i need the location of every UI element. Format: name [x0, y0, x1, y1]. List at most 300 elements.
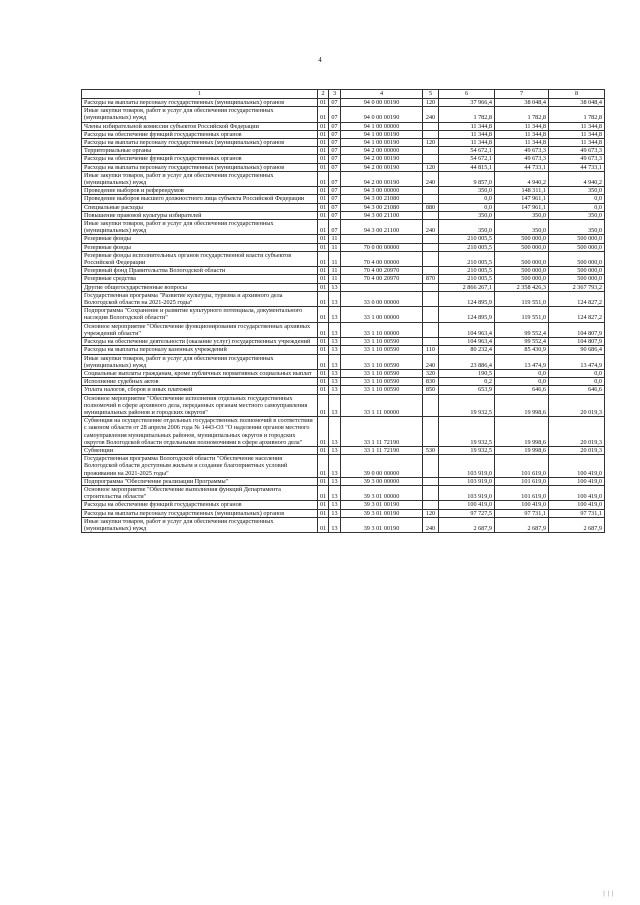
cell-v3: 0,0	[549, 378, 605, 386]
cell-rz: 01	[318, 307, 329, 322]
cell-name: Основное мероприятие "Обеспечение исполнения отдельных государственных полномочий в сфере архивного дела, переданных органам местного самоуправления муниципальных районов и городских округов"	[82, 394, 318, 417]
footer-mark: |||	[603, 891, 616, 897]
cell-name: Основное мероприятие "Обеспечение функционирования государственных архивных учреждений области"	[82, 322, 318, 337]
cell-v3: 124 827,2	[549, 307, 605, 322]
cell-vr	[423, 477, 439, 485]
cell-csr: 94 3 00 21080	[341, 203, 423, 211]
cell-vr	[423, 251, 439, 266]
cell-csr: 94 1 00 00190	[341, 139, 423, 147]
cell-pr: 07	[329, 203, 341, 211]
cell-v2: 148 311,1	[495, 187, 549, 195]
cell-v2: 119 551,0	[495, 291, 549, 306]
table-row	[82, 220, 605, 235]
cell-v1: 19 932,5	[439, 417, 495, 447]
cell-v1: 80 232,4	[439, 346, 495, 354]
cell-v2: 500 000,0	[495, 275, 549, 283]
cell-v2: 100 419,0	[495, 501, 549, 509]
header-cell: 7	[495, 90, 549, 99]
table-row	[82, 307, 605, 322]
cell-vr	[423, 235, 439, 243]
cell-rz: 01	[318, 455, 329, 478]
cell-pr: 13	[329, 446, 341, 454]
cell-v2: 38 048,4	[495, 99, 549, 107]
cell-v1: 124 895,9	[439, 307, 495, 322]
cell-v3: 124 827,2	[549, 291, 605, 306]
cell-v3: 500 000,0	[549, 251, 605, 266]
cell-csr: 94 1 00 00190	[341, 130, 423, 138]
cell-name: Субвенции	[82, 446, 318, 454]
cell-name: Резервный фонд Правительства Вологодской области	[82, 267, 318, 275]
cell-v3: 1 782,8	[549, 107, 605, 122]
table-row	[82, 130, 605, 138]
cell-v1: 9 857,0	[439, 171, 495, 186]
cell-v3: 49 673,3	[549, 147, 605, 155]
cell-v2: 19 998,6	[495, 417, 549, 447]
cell-v3: 500 000,0	[549, 235, 605, 243]
cell-vr: 240	[423, 354, 439, 369]
table-row	[82, 243, 605, 251]
cell-vr	[423, 394, 439, 417]
cell-rz: 01	[318, 267, 329, 275]
cell-name: Государственная программа "Развитие культуры, туризма и архивного дела Вологодской области на 2021-2025 годы"	[82, 291, 318, 306]
cell-pr: 13	[329, 354, 341, 369]
cell-name: Иные закупки товаров, работ и услуг для обеспечения государственных (муниципальных) нужд	[82, 171, 318, 186]
cell-rz: 01	[318, 322, 329, 337]
cell-v1: 54 672,1	[439, 147, 495, 155]
table-row	[82, 251, 605, 266]
cell-vr: 850	[423, 386, 439, 394]
cell-vr	[423, 211, 439, 219]
table-row	[82, 354, 605, 369]
cell-v1: 11 344,8	[439, 130, 495, 138]
cell-csr: 94 0 00 00190	[341, 99, 423, 107]
table-row	[82, 417, 605, 447]
cell-pr: 13	[329, 346, 341, 354]
cell-v1: 210 005,5	[439, 267, 495, 275]
cell-csr: 39 3 00 00000	[341, 477, 423, 485]
cell-csr: 33 1 11 00000	[341, 394, 423, 417]
cell-v3: 11 344,8	[549, 139, 605, 147]
cell-vr: 830	[423, 378, 439, 386]
cell-v2: 147 961,1	[495, 203, 549, 211]
cell-name: Расходы на обеспечение деятельности (оказание услуг) государственных учреждений	[82, 338, 318, 346]
cell-v2: 500 000,0	[495, 243, 549, 251]
cell-pr: 13	[329, 291, 341, 306]
cell-v2: 11 344,8	[495, 122, 549, 130]
cell-rz: 01	[318, 203, 329, 211]
cell-vr: 120	[423, 139, 439, 147]
cell-vr	[423, 187, 439, 195]
cell-name: Расходы на обеспечение функций государственных органов	[82, 155, 318, 163]
cell-pr: 07	[329, 122, 341, 130]
cell-v1: 103 919,0	[439, 485, 495, 500]
table-row	[82, 485, 605, 500]
cell-rz: 01	[318, 139, 329, 147]
table-row	[82, 267, 605, 275]
cell-vr	[423, 243, 439, 251]
cell-csr: 33 1 10 00590	[341, 369, 423, 377]
cell-v1: 0,0	[439, 203, 495, 211]
table-row	[82, 378, 605, 386]
cell-csr: 94 2 00 00190	[341, 163, 423, 171]
cell-v1: 54 672,1	[439, 155, 495, 163]
cell-csr: 94 2 00 00190	[341, 171, 423, 186]
cell-name: Расходы на выплаты персоналу государственных (муниципальных) органов	[82, 99, 318, 107]
cell-pr: 13	[329, 485, 341, 500]
header-cell: 5	[423, 90, 439, 99]
cell-v3: 13 474,9	[549, 354, 605, 369]
cell-v3: 0,0	[549, 369, 605, 377]
cell-v2: 99 552,4	[495, 338, 549, 346]
cell-v2: 119 551,0	[495, 307, 549, 322]
cell-csr: 39 3 01 00190	[341, 501, 423, 509]
cell-v1: 0,2	[439, 378, 495, 386]
cell-v3: 350,0	[549, 187, 605, 195]
cell-name: Социальные выплаты гражданам, кроме публичных нормативных социальных выплат	[82, 369, 318, 377]
cell-name: Проведение выборов высшего должностного лица субъекта Российской Федерации	[82, 195, 318, 203]
cell-v3: 4 940,2	[549, 171, 605, 186]
cell-name: Проведение выборов и референдумов	[82, 187, 318, 195]
cell-v3: 500 000,0	[549, 243, 605, 251]
cell-rz: 01	[318, 369, 329, 377]
cell-rz: 01	[318, 163, 329, 171]
cell-name: Иные закупки товаров, работ и услуг для обеспечения государственных (муниципальных) нужд	[82, 354, 318, 369]
cell-rz: 01	[318, 107, 329, 122]
cell-vr	[423, 338, 439, 346]
cell-v1: 124 895,9	[439, 291, 495, 306]
cell-name: Основное мероприятие "Обеспечение выполнения функций Департамента строительства области"	[82, 485, 318, 500]
cell-vr: 870	[423, 275, 439, 283]
cell-v2: 99 552,4	[495, 322, 549, 337]
cell-rz: 01	[318, 501, 329, 509]
cell-vr: 240	[423, 220, 439, 235]
cell-v2: 13 474,9	[495, 354, 549, 369]
cell-pr: 07	[329, 220, 341, 235]
table-row	[82, 99, 605, 107]
cell-rz: 01	[318, 122, 329, 130]
cell-rz: 01	[318, 155, 329, 163]
cell-rz: 01	[318, 485, 329, 500]
cell-vr	[423, 283, 439, 291]
cell-pr: 13	[329, 322, 341, 337]
page-number: 4	[318, 56, 322, 64]
cell-v1: 97 727,5	[439, 509, 495, 517]
cell-v3: 100 419,0	[549, 501, 605, 509]
cell-pr: 07	[329, 107, 341, 122]
cell-name: Уплата налогов, сборов и иных платежей	[82, 386, 318, 394]
table-row	[82, 346, 605, 354]
cell-v1: 104 963,4	[439, 338, 495, 346]
cell-v2: 44 733,1	[495, 163, 549, 171]
cell-rz: 01	[318, 346, 329, 354]
cell-rz: 01	[318, 509, 329, 517]
cell-vr	[423, 130, 439, 138]
cell-rz: 01	[318, 477, 329, 485]
cell-csr: 33 1 10 00590	[341, 386, 423, 394]
cell-v3: 97 731,1	[549, 509, 605, 517]
table-row	[82, 195, 605, 203]
cell-v1: 100 419,0	[439, 501, 495, 509]
cell-csr: 33 1 00 00000	[341, 307, 423, 322]
cell-vr	[423, 122, 439, 130]
cell-csr: 33 1 11 72190	[341, 417, 423, 447]
cell-rz: 01	[318, 187, 329, 195]
cell-v2: 19 998,6	[495, 446, 549, 454]
table-row	[82, 171, 605, 186]
cell-v2: 97 731,1	[495, 509, 549, 517]
cell-pr: 07	[329, 171, 341, 186]
cell-v3: 20 019,3	[549, 394, 605, 417]
cell-rz: 01	[318, 147, 329, 155]
cell-vr	[423, 501, 439, 509]
cell-vr	[423, 455, 439, 478]
cell-v3: 100 419,0	[549, 485, 605, 500]
cell-v2: 0,0	[495, 378, 549, 386]
cell-vr	[423, 155, 439, 163]
cell-v2: 49 673,3	[495, 155, 549, 163]
cell-v2: 19 998,6	[495, 394, 549, 417]
cell-csr: 33 1 10 00000	[341, 322, 423, 337]
cell-csr	[341, 235, 423, 243]
cell-v3: 104 807,9	[549, 338, 605, 346]
table-row	[82, 139, 605, 147]
table-row	[82, 187, 605, 195]
cell-csr: 33 1 10 00590	[341, 354, 423, 369]
cell-pr: 13	[329, 517, 341, 532]
cell-v2: 2 358 426,3	[495, 283, 549, 291]
header-cell: 3	[329, 90, 341, 99]
table-row	[82, 275, 605, 283]
cell-pr: 13	[329, 386, 341, 394]
cell-csr: 94 3 00 21080	[341, 195, 423, 203]
cell-rz: 01	[318, 338, 329, 346]
cell-name: Расходы на выплаты персоналу государственных (муниципальных) органов	[82, 509, 318, 517]
cell-pr: 07	[329, 187, 341, 195]
cell-name: Субвенция на осуществление отдельных государственных полномочий в соответствии с законом области от 28 апреля 2006 года № 1443-ОЗ "О наделении органов местного самоуправления муниципальных районов, муниципальных округов и городских округов Вологодской области отдельными полномочиями в сфере архивного дела"	[82, 417, 318, 447]
cell-pr: 13	[329, 477, 341, 485]
cell-v1: 103 919,0	[439, 477, 495, 485]
cell-rz: 01	[318, 275, 329, 283]
table-row	[82, 211, 605, 219]
cell-pr: 13	[329, 307, 341, 322]
cell-csr: 94 2 00 00190	[341, 155, 423, 163]
cell-v3: 11 344,8	[549, 122, 605, 130]
table-row	[82, 163, 605, 171]
cell-rz: 01	[318, 235, 329, 243]
cell-pr: 07	[329, 139, 341, 147]
table-row	[82, 283, 605, 291]
cell-csr: 33 1 10 00590	[341, 338, 423, 346]
cell-v3: 646,6	[549, 386, 605, 394]
cell-v3: 0,0	[549, 203, 605, 211]
cell-name: Иные закупки товаров, работ и услуг для обеспечения государственных (муниципальных) нужд	[82, 517, 318, 532]
cell-rz: 01	[318, 130, 329, 138]
cell-v2: 500 000,0	[495, 235, 549, 243]
cell-v1: 44 815,1	[439, 163, 495, 171]
cell-v2: 49 673,3	[495, 147, 549, 155]
cell-vr	[423, 485, 439, 500]
cell-v2: 0,0	[495, 369, 549, 377]
cell-v2: 11 344,8	[495, 130, 549, 138]
cell-v3: 20 019,3	[549, 446, 605, 454]
cell-csr: 70 4 00 00000	[341, 251, 423, 266]
cell-v1: 11 344,8	[439, 139, 495, 147]
cell-name: Государственная программа Вологодской области "Обеспечение населения Вологодской области доступным жильем и создание благоприятных условий проживания на 2021-2025 годы"	[82, 455, 318, 478]
table-row	[82, 235, 605, 243]
cell-rz: 01	[318, 211, 329, 219]
cell-name: Расходы на выплаты персоналу казенных учреждений	[82, 346, 318, 354]
cell-rz: 01	[318, 417, 329, 447]
cell-v3: 2 687,9	[549, 517, 605, 532]
cell-vr: 120	[423, 163, 439, 171]
cell-v3: 44 733,1	[549, 163, 605, 171]
cell-v3: 11 344,8	[549, 130, 605, 138]
cell-rz: 01	[318, 446, 329, 454]
table-row	[82, 517, 605, 532]
cell-v2: 350,0	[495, 211, 549, 219]
cell-name: Резервные фонды	[82, 243, 318, 251]
cell-vr	[423, 322, 439, 337]
cell-pr: 07	[329, 163, 341, 171]
cell-rz: 01	[318, 354, 329, 369]
header-cell: 2	[318, 90, 329, 99]
cell-v3: 500 000,0	[549, 267, 605, 275]
cell-v1: 350,0	[439, 220, 495, 235]
cell-name: Расходы на выплаты персоналу государственных (муниципальных) органов	[82, 163, 318, 171]
cell-rz: 01	[318, 394, 329, 417]
cell-pr: 13	[329, 283, 341, 291]
cell-pr: 11	[329, 251, 341, 266]
cell-v3: 100 419,0	[549, 477, 605, 485]
cell-csr: 94 3 00 21100	[341, 211, 423, 219]
cell-v3: 104 807,9	[549, 322, 605, 337]
cell-vr	[423, 307, 439, 322]
cell-pr: 07	[329, 99, 341, 107]
table-row	[82, 386, 605, 394]
cell-pr: 13	[329, 394, 341, 417]
header-cell: 4	[341, 90, 423, 99]
cell-pr: 13	[329, 369, 341, 377]
cell-v2: 350,0	[495, 220, 549, 235]
cell-v3: 350,0	[549, 211, 605, 219]
cell-pr: 07	[329, 211, 341, 219]
cell-csr: 94 2 00 00000	[341, 147, 423, 155]
cell-csr: 70 4 00 20970	[341, 267, 423, 275]
cell-rz: 01	[318, 171, 329, 186]
cell-csr: 33 1 11 72190	[341, 446, 423, 454]
cell-v1: 210 005,5	[439, 275, 495, 283]
cell-rz: 01	[318, 386, 329, 394]
cell-pr: 07	[329, 155, 341, 163]
table-row	[82, 338, 605, 346]
cell-name: Расходы на обеспечение функций государственных органов	[82, 130, 318, 138]
cell-rz: 01	[318, 243, 329, 251]
cell-v1: 19 932,5	[439, 446, 495, 454]
table-row	[82, 455, 605, 478]
cell-vr: 240	[423, 517, 439, 532]
cell-name: Подпрограмма "Обеспечение реализации Программы"	[82, 477, 318, 485]
cell-v3: 100 419,0	[549, 455, 605, 478]
cell-vr	[423, 291, 439, 306]
cell-rz: 01	[318, 378, 329, 386]
cell-vr	[423, 417, 439, 447]
cell-rz: 01	[318, 251, 329, 266]
cell-pr: 13	[329, 509, 341, 517]
cell-rz: 01	[318, 195, 329, 203]
cell-vr: 120	[423, 99, 439, 107]
cell-v3: 90 686,4	[549, 346, 605, 354]
cell-v3: 49 673,3	[549, 155, 605, 163]
cell-csr: 39 3 01 00190	[341, 517, 423, 532]
cell-v2: 85 430,9	[495, 346, 549, 354]
cell-v2: 500 000,0	[495, 267, 549, 275]
table-row	[82, 203, 605, 211]
cell-v1: 2 687,9	[439, 517, 495, 532]
cell-v2: 500 000,0	[495, 251, 549, 266]
cell-v1: 19 932,5	[439, 394, 495, 417]
cell-pr: 13	[329, 501, 341, 509]
cell-name: Повышение правовой культуры избирателей	[82, 211, 318, 219]
cell-v1: 210 005,5	[439, 243, 495, 251]
cell-v1: 37 966,4	[439, 99, 495, 107]
cell-vr: 120	[423, 509, 439, 517]
cell-csr: 39 3 01 00000	[341, 485, 423, 500]
cell-vr: 110	[423, 346, 439, 354]
cell-v2: 4 940,2	[495, 171, 549, 186]
cell-pr: 11	[329, 235, 341, 243]
cell-name: Резервные средства	[82, 275, 318, 283]
table-row	[82, 477, 605, 485]
cell-csr	[341, 283, 423, 291]
cell-pr: 13	[329, 378, 341, 386]
cell-v2: 1 782,8	[495, 107, 549, 122]
cell-vr	[423, 267, 439, 275]
table-row	[82, 107, 605, 122]
cell-csr: 94 3 00 00000	[341, 187, 423, 195]
cell-name: Специальные расходы	[82, 203, 318, 211]
cell-v1: 350,0	[439, 211, 495, 219]
cell-rz: 01	[318, 291, 329, 306]
cell-v1: 190,5	[439, 369, 495, 377]
cell-name: Исполнение судебных актов	[82, 378, 318, 386]
cell-v3: 38 048,4	[549, 99, 605, 107]
cell-pr: 07	[329, 147, 341, 155]
cell-csr: 33 1 10 00590	[341, 378, 423, 386]
cell-name: Расходы на обеспечение функций государственных органов	[82, 501, 318, 509]
cell-v1: 210 005,5	[439, 235, 495, 243]
cell-vr: 320	[423, 369, 439, 377]
table-row	[82, 394, 605, 417]
table-row	[82, 155, 605, 163]
cell-pr: 13	[329, 455, 341, 478]
cell-name: Члены избирательной комиссии субъектов Российской Федерации	[82, 122, 318, 130]
cell-v1: 11 344,8	[439, 122, 495, 130]
cell-v2: 101 619,0	[495, 485, 549, 500]
cell-v1: 104 963,4	[439, 322, 495, 337]
cell-pr: 13	[329, 417, 341, 447]
cell-v1: 1 782,8	[439, 107, 495, 122]
table-row	[82, 509, 605, 517]
cell-name: Иные закупки товаров, работ и услуг для обеспечения государственных (муниципальных) нужд	[82, 107, 318, 122]
table-row	[82, 446, 605, 454]
cell-pr: 11	[329, 267, 341, 275]
header-cell: 1	[82, 90, 318, 99]
header-cell: 6	[439, 90, 495, 99]
cell-csr: 94 3 00 21100	[341, 220, 423, 235]
cell-v2: 11 344,8	[495, 139, 549, 147]
cell-v3: 2 367 793,2	[549, 283, 605, 291]
cell-v1: 23 886,4	[439, 354, 495, 369]
